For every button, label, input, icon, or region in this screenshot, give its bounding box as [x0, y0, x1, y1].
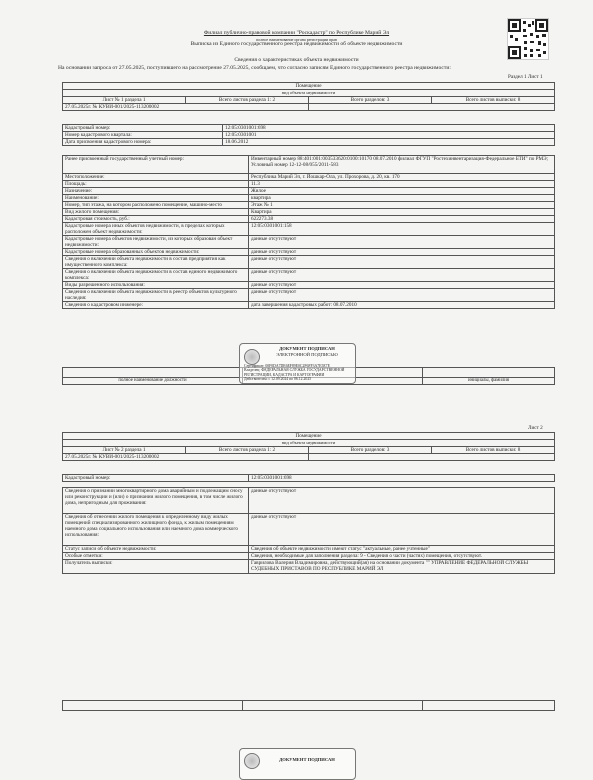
table-row: Сведения о признании многоквартирного дома аварийным и подлежащим сносу или реконструкции и (или) о признании жилого помещения, в том числе жилого дома, непригодным для проживания: данные отсутствуют	[63, 488, 555, 514]
table-row: Кадастровый номер: 12:05:0301001:698	[63, 475, 555, 482]
table-row: Кадастровые номера иных объектов недвижимости, в пределах которых расположен объект недвижимости: 12:05:0301001:158	[63, 223, 555, 236]
table-row: Наименование: квартира	[63, 195, 555, 202]
stamp-title: ДОКУМЕНТ ПОДПИСАН	[279, 346, 335, 351]
qr-code-icon	[507, 18, 549, 60]
stamp-certificate: Сертификат: 00F0DA7DE6EF89E0C2F6FF3A7E5E7E	[244, 364, 330, 368]
table-row: Сведения о кадастровом инженере: дата завершения кадастровых работ: 08.07.2010	[63, 302, 555, 309]
table-row: Сведения о включении объекта недвижимости в состав предприятия как имущественного комплекса: данные отсутствуют	[63, 256, 555, 269]
object-kind-2: Помещение	[63, 433, 555, 440]
org-name: Филиал публично-правовой компании "Роскадастр" по Республике Марий Эл	[203, 30, 390, 36]
table-row: Кадастровый номер: 12:05:0301001:698	[63, 125, 555, 132]
sheet-number: Лист № 1 раздела 1	[63, 97, 186, 104]
stamp-owner: Владелец: ФЕДЕРАЛЬНАЯ СЛУЖБА ГОСУДАРСТВЕННОЙ	[244, 368, 345, 373]
total-sheets-razdel-2: Всего листов раздела 1: 2	[186, 447, 309, 454]
e-signature-stamp-2	[239, 748, 356, 780]
e-signature-stamp	[239, 343, 356, 384]
extract-date-number-2: 27.05.2025г. № КУВИ-001/2025-113200002	[63, 454, 309, 461]
razdel-label: Раздел 1 Лист 1	[508, 74, 543, 80]
stamp-owner-2: РЕГИСТРАЦИИ, КАДАСТРА И КАРТОГРАФИИ	[244, 372, 325, 377]
table-row: Особые отметки: Сведения, необходимые для заполнения раздела: 9 - Сведения о части (частях) помещения, отсутствуют.	[63, 553, 555, 560]
cadastral-basic-table	[62, 124, 555, 146]
table-row: Дата присвоения кадастрового номера: 18.06.2012	[63, 139, 555, 146]
org-name-caption: полное наименование органа регистрации прав	[256, 37, 337, 42]
table-row: Номер, тип этажа, на котором расположено помещение, машино-место Этаж № 1	[63, 202, 555, 209]
table-row: Номер кадастрового квартала: 12:05:0301001	[63, 132, 555, 139]
table-row: Сведения о включении объекта недвижимости в состав единого недвижимого комплекса: данные отсутствуют	[63, 269, 555, 282]
total-razdels: Всего разделов: 3	[309, 97, 432, 104]
stamp-subtitle: ЭЛЕКТРОННОЙ ПОДПИСЬЮ	[276, 351, 338, 357]
table-row: Кадастровые номера объектов недвижимости, из которых образован объект недвижимости: данные отсутствуют	[63, 236, 555, 249]
table-row: Виды разрешенного использования: данные отсутствуют	[63, 282, 555, 289]
table-row: Вид жилого помещения: Квартира	[63, 209, 555, 216]
position-caption: полное наименование должности	[63, 378, 243, 385]
table-row: Сведения об отнесении жилого помещения к определенному виду жилых помещений специализированного жилищного фонда, к жилым помещениям наемного дома социального использования или наемного дома коммерческого использования: данные отсутствуют	[63, 514, 555, 546]
table-row: Кадастровые номера образованных объектов недвижимости: данные отсутствуют	[63, 249, 555, 256]
sheet-number-2: Лист № 2 раздела 1	[63, 447, 186, 454]
stamp-validity: Действителен: с 12.09.2024 по 06.12.2025	[244, 377, 312, 382]
name-caption: инициалы, фамилия	[423, 378, 555, 385]
total-sheets: Всего листов выписки: 8	[432, 97, 555, 104]
extract-date-number: 27.05.2025г. № КУВИ-001/2025-113200002	[63, 104, 309, 111]
document-title: Выписка из Единого государственного реестра недвижимости об объекте недвижимости	[190, 41, 403, 47]
table-row: Ранее присвоенный государственный учетный номер: Инвентарный номер 88:401:001:003533620:0100:10170 08.07.2010 филиал ФГУП "Ростехинвентаризация-Федеральное БТИ" по РМЭ; Условный номер 12-12-08/055/2011-583	[63, 156, 555, 174]
sheet1-header-table	[62, 82, 555, 111]
characteristics-table	[62, 155, 555, 309]
table-row: Кадастровая стоимость, руб.: 622273.38	[63, 216, 555, 223]
total-sheets-2: Всего листов выписки: 8	[432, 447, 555, 454]
table-row: Назначение: Жилое	[63, 188, 555, 195]
table-row: Получатель выписки: Гаврилова Валерия Владимировна, действующий(ая) на основании документа "" УПРАВЛЕНИЕ ФЕДЕРАЛЬНОЙ СЛУЖБЫ СУДЕБНЫХ ПРИСТАВОВ ПО РЕСПУБЛИКЕ МАРИЙ ЭЛ	[63, 560, 555, 574]
list-2-label: Лист 2	[528, 425, 543, 431]
total-razdels-2: Всего разделов: 3	[309, 447, 432, 454]
table-row: Площадь: 11.3	[63, 181, 555, 188]
signature-row-2	[62, 700, 555, 711]
total-sheets-razdel: Всего листов раздела 1: 2	[186, 97, 309, 104]
table-row: Сведения о включении объекта недвижимости в реестр объектов культурного наследия: данные отсутствуют	[63, 289, 555, 302]
coat-of-arms-icon	[244, 349, 260, 365]
object-kind-caption-2: вид объекта недвижимости	[63, 440, 555, 447]
stamp-title-2: ДОКУМЕНТ ПОДПИСАН	[279, 757, 335, 762]
table-row: Местоположение: Республика Марий Эл, г. Йошкар-Ола, ул. Прохорова, д. 20, кв. 170	[63, 174, 555, 181]
sheet2-header-table	[62, 432, 555, 461]
object-kind: Помещение	[63, 83, 555, 90]
object-kind-caption: вид объекта недвижимости	[63, 90, 555, 97]
cadnum-table-2	[62, 474, 555, 482]
table-row: Статус записи об объекте недвижимости: Сведения об объекте недвижимости имеют статус "актуальные, ранее учтенные"	[63, 546, 555, 553]
intro-text: На основании запроса от 27.05.2025, поступившего на рассмотрение 27.05.2025, сообщаем, что согласно записям Единого государственного реестра недвижимости:	[58, 65, 451, 71]
housing-info-table	[62, 487, 555, 574]
section-title: Сведения о характеристиках объекта недвижимости	[234, 57, 359, 63]
